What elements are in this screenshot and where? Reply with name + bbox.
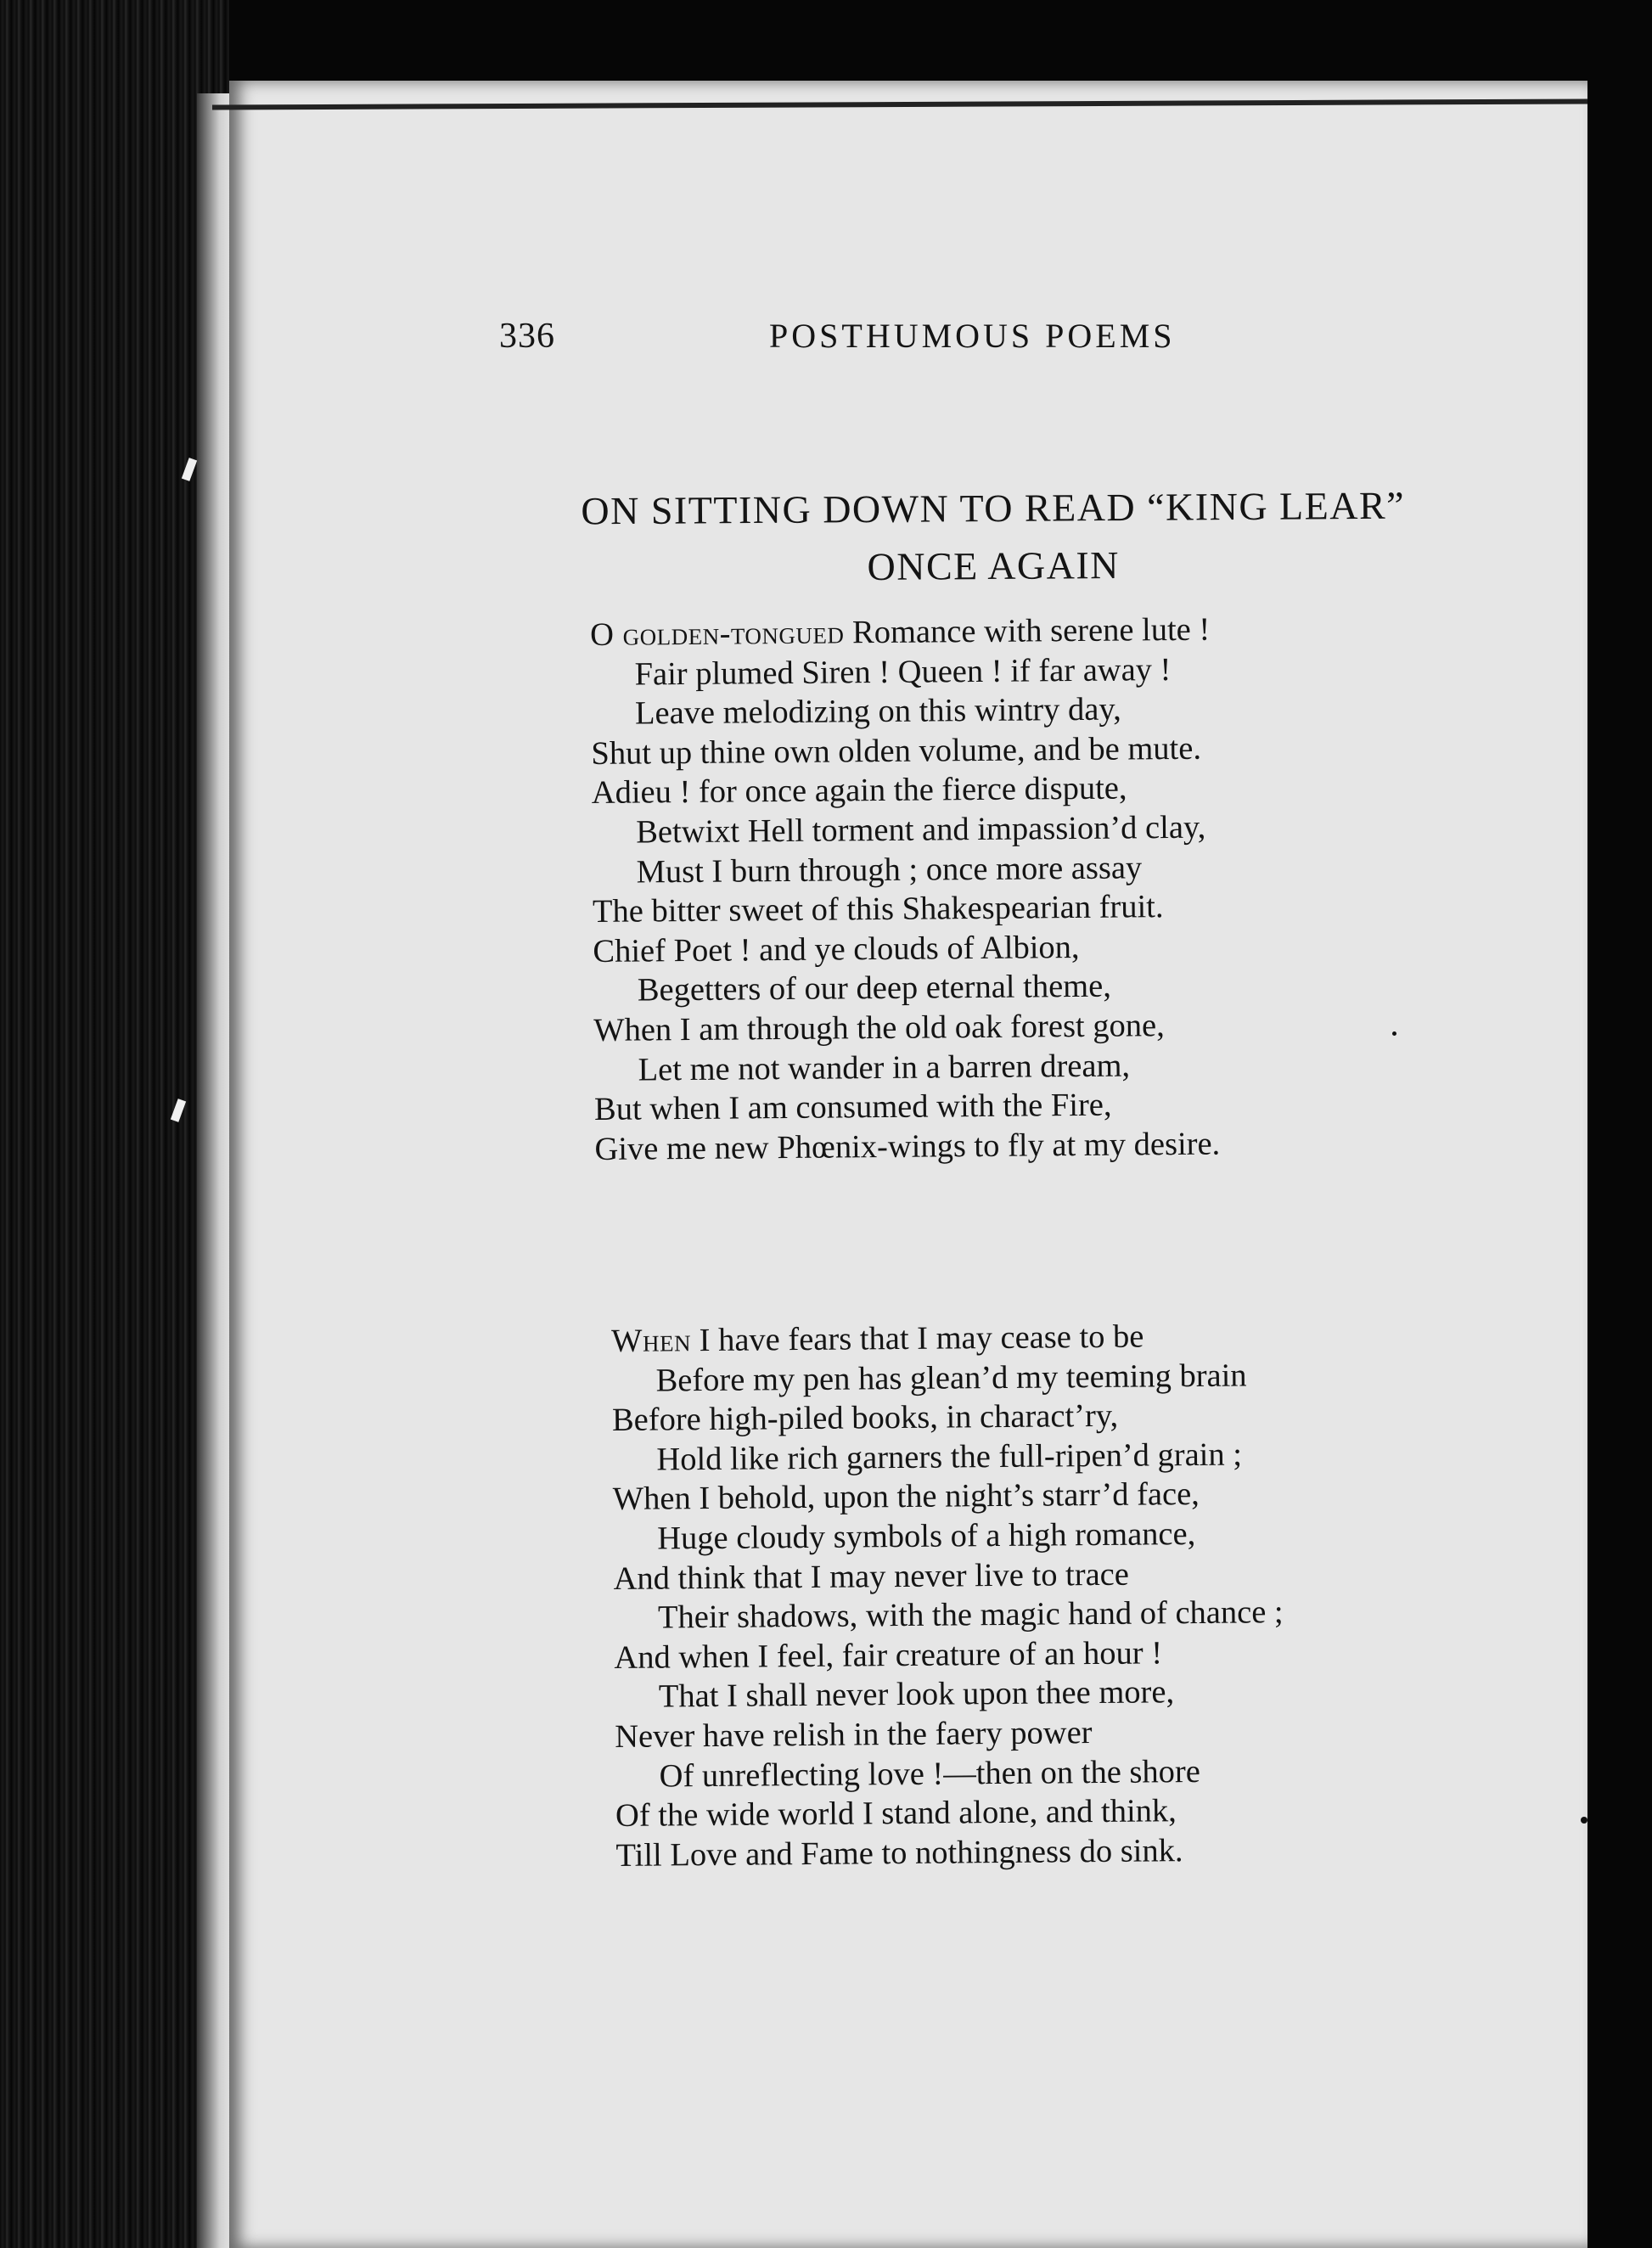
poem-line: Huge cloudy symbols of a high romance, — [657, 1515, 1196, 1557]
scan-speck — [1392, 1031, 1396, 1036]
poem-line: The bitter sweet of this Shakespearian fruit. — [592, 889, 1164, 930]
poem-line: Never have relish in the faery power — [615, 1715, 1093, 1755]
poem-line: Give me new Phœnix-wings to fly at my desire. — [594, 1126, 1221, 1167]
poem-opening-words: O golden-tongued — [590, 615, 845, 653]
poem-line — [590, 610, 1216, 655]
poem-line: Before high-piled books, in charact’ry, — [611, 1397, 1119, 1439]
poem-line: Hold like rich garners the full-ripen’d grain ; — [656, 1436, 1243, 1478]
poem-line: Betwixt Hell torment and impassion’d clay, — [636, 809, 1206, 851]
poem-line-text: Romance with serene lute ! — [844, 611, 1211, 651]
poem-line: Till Love and Fame to nothingness do sink. — [615, 1832, 1183, 1874]
poem-title-line-2: ONCE AGAIN — [867, 542, 1121, 589]
poem-line: Adieu ! for once again the fierce dispute, — [591, 770, 1127, 812]
page-gutter-edge — [197, 93, 229, 2248]
poem-one-stanza — [590, 610, 1220, 1170]
poem-line: Chief Poet ! and ye clouds of Albion, — [593, 929, 1080, 969]
poem-line: When I behold, upon the night’s starr’d face, — [612, 1476, 1200, 1518]
poem-line: Of the wide world I stand alone, and think, — [615, 1793, 1177, 1835]
poem-title — [526, 476, 1461, 599]
poem-line: When I am through the old oak forest gone, — [593, 1008, 1165, 1048]
poem-line: And think that I may never live to trace — [613, 1556, 1130, 1597]
poem-line: Shut up thine own olden volume, and be mute. — [591, 730, 1202, 772]
running-head — [499, 316, 1348, 367]
running-title: POSTHUMOUS POEMS — [769, 317, 1176, 355]
poem-line-text: I have fears that I may cease to be — [690, 1318, 1144, 1359]
poem-line: Must I burn through ; once more assay — [636, 849, 1143, 891]
poem-line: Before my pen has glean’d my teeming brain — [655, 1357, 1247, 1399]
page-number: 336 — [499, 317, 555, 356]
poem-line: Their shadows, with the magic hand of chance ; — [657, 1594, 1284, 1636]
poem-opening-words: When — [611, 1323, 692, 1359]
poem-line: Let me not wander in a barren dream, — [638, 1048, 1131, 1088]
poem-line: Leave melodizing on this wintry day, — [634, 691, 1121, 732]
scan-speck — [1581, 1817, 1587, 1824]
poem-line — [611, 1316, 1281, 1361]
poem-line: Begetters of our deep eternal theme, — [637, 969, 1112, 1009]
poem-line: And when I feel, fair creature of an hour ! — [614, 1635, 1163, 1676]
poem-title-line-1: ON SITTING DOWN TO READ “KING LEAR” — [581, 483, 1406, 533]
poem-line: Fair plumed Siren ! Queen ! if far away ! — [634, 651, 1172, 693]
book-spine — [0, 0, 229, 2248]
poem-line: But when I am consumed with the Fire, — [593, 1087, 1112, 1128]
poem-two-stanza — [611, 1316, 1285, 1875]
poem-line: Of unreflecting love !—then on the shore — [659, 1753, 1201, 1795]
poem-line: That I shall never look upon thee more, — [658, 1674, 1175, 1715]
